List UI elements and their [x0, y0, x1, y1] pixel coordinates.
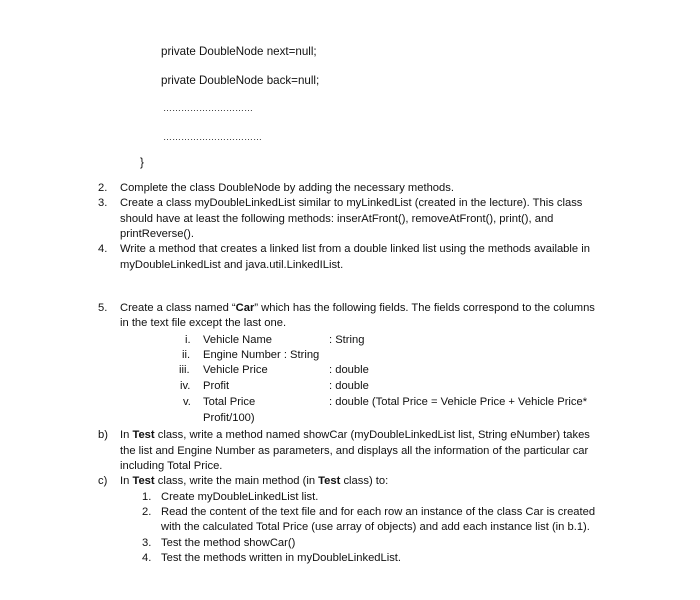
field-name: Total Price [203, 396, 256, 408]
q4-line-2: myDoubleLinkedList and java.util.LinkedIList. [120, 259, 344, 271]
q3-number: 3. [98, 197, 108, 209]
field-roman: iv. [180, 380, 191, 392]
part-c-test-bold-2: Test [318, 475, 341, 487]
q5-car-bold: Car [235, 302, 255, 314]
field-roman: v. [183, 396, 191, 408]
code-dots-2: …………………………… [163, 132, 262, 142]
field-name: Profit [203, 380, 230, 392]
part-c-label: c) [98, 475, 108, 487]
field-name: Vehicle Price [203, 364, 268, 376]
q3-line-1: Create a class myDoubleLinkedList similar to myLinkedList (created in the lecture). This class [120, 197, 583, 209]
part-c-item-text: Create myDoubleLinkedList list. [161, 491, 319, 503]
field-roman: i. [185, 334, 191, 346]
part-c-line-1: In Test class, write the main method (in Test class) to: [120, 475, 389, 487]
q4-line-1: Write a method that creates a linked list from a double linked list using the methods available in [120, 243, 590, 255]
field-roman: ii. [182, 349, 191, 361]
part-c-item-number: 4. [142, 552, 152, 564]
q3-line-3: printReverse(). [120, 228, 194, 240]
code-line-back: private DoubleNode back=null; [161, 74, 320, 87]
field-type: : double [329, 380, 369, 392]
q5-line-2: in the text file except the last one. [120, 317, 287, 329]
part-c-item-number: 2. [142, 506, 152, 518]
part-c-item-number: 3. [142, 537, 152, 549]
q2-number: 2. [98, 182, 108, 194]
part-c-item-text: Test the methods written in myDoubleLinkedList. [161, 552, 402, 564]
part-c-item-number: 1. [142, 491, 152, 503]
field-type: : double (Total Price = Vehicle Price + Vehicle Price* [329, 396, 588, 408]
part-c-item-text-wrap: with the calculated Total Price (use array of objects) and add each instance list (in b.1). [161, 521, 590, 533]
part-b-test-bold: Test [132, 429, 155, 441]
field-roman: iii. [179, 364, 190, 376]
q5-number: 5. [98, 302, 108, 314]
part-c-test-bold: Test [132, 475, 155, 487]
code-closing-brace: } [140, 156, 144, 169]
code-dots-1: ………………………… [163, 103, 253, 113]
q5-line-1: Create a class named “Car” which has the following fields. The fields correspond to the columns [120, 302, 595, 314]
q3-line-2: should have at least the following methods: inserAtFront(), removeAtFront(), print(), and [120, 213, 554, 225]
q2-text: Complete the class DoubleNode by adding the necessary methods. [120, 182, 454, 194]
q4-number: 4. [98, 243, 108, 255]
field-type: : String [329, 334, 365, 346]
part-c-item-text: Read the content of the text file and for each row an instance of the class Car is created [161, 506, 596, 518]
field-name: Engine Number : String [203, 349, 320, 361]
part-b-label: b) [98, 429, 108, 441]
part-c-item-text: Test the method showCar() [161, 537, 296, 549]
part-b-line-3: including Total Price. [120, 460, 223, 472]
field-name: Vehicle Name [203, 334, 273, 346]
field-type: : double [329, 364, 369, 376]
part-b-line-2: the list and Engine Number as parameters, and displays all the information of the particular car [120, 445, 589, 457]
field-type-wrap: Profit/100) [203, 412, 255, 424]
code-line-next: private DoubleNode next=null; [161, 45, 317, 58]
part-b-line-1: In Test class, write a method named showCar (myDoubleLinkedList list, String eNumber) takes [120, 429, 590, 441]
